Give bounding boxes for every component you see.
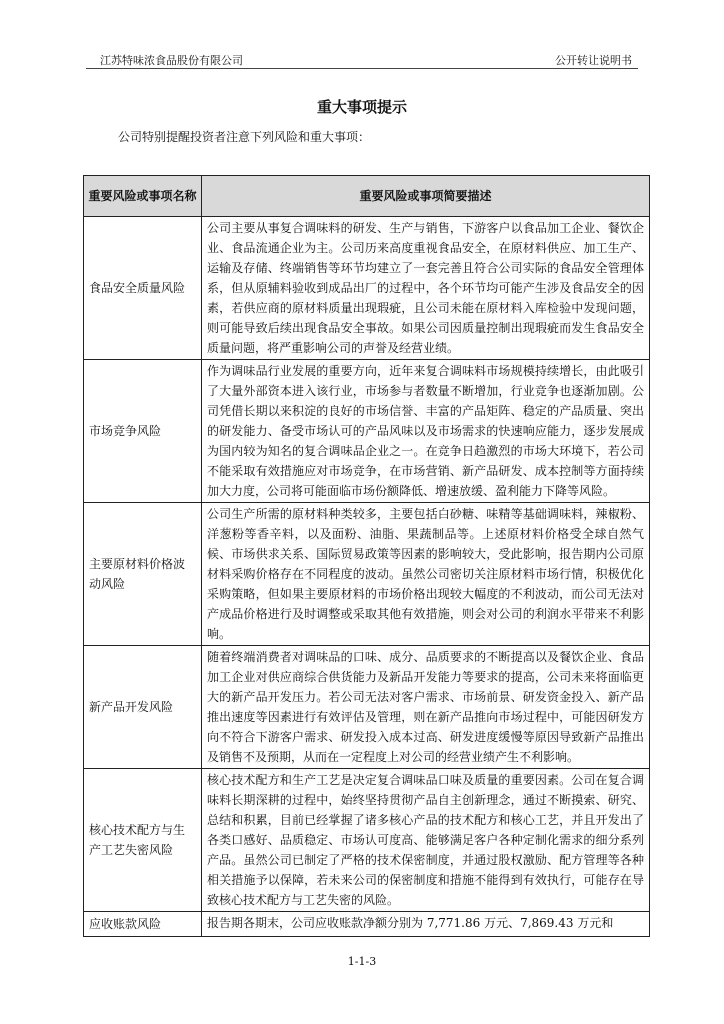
table-row <box>84 503 650 646</box>
risk-name: 新产品开发风险 <box>84 646 202 769</box>
table-row <box>84 360 650 503</box>
header-rule <box>86 68 638 69</box>
table-row <box>84 646 650 769</box>
col-header-desc: 重要风险或事项简要描述 <box>202 176 650 217</box>
page-number: 1-1-3 <box>347 955 377 968</box>
risk-desc: 随着终端消费者对调味品的口味、成分、品质要求的不断提高以及餐饮企业、食品加工企业对供应商综合供货能力及新品开发能力等要求的提高，公司未来将面临更大的新产品开发压力。若公司无法对客户需求、市场前景、研发资金投入、新产品推出速度等因素进行有效评估及管理，则在新产品推向市场过程中，可能因研发方向不符合下游客户需求、研发投入成本过高、研发进度缓慢等原因导致新产品推出及销售不及预期，从而在一定程度上对公司的经营业绩产生不利影响。 <box>202 646 650 769</box>
risk-name: 食品安全质量风险 <box>84 217 202 360</box>
risk-name: 主要原材料价格波动风险 <box>84 503 202 646</box>
risk-name: 应收账款风险 <box>84 912 202 937</box>
table-row <box>84 769 650 912</box>
risk-name: 核心技术配方与生产工艺失密风险 <box>84 769 202 912</box>
risk-desc: 公司主要从事复合调味料的研发、生产与销售，下游客户以食品加工企业、餐饮企业、食品流通企业为主。公司历来高度重视食品安全，在原材料供应、加工生产、运输及存储、终端销售等环节均建立了一套完善且符合公司实际的食品安全管理体系，但从原辅料验收到成品出厂的过程中，各个环节均可能产生涉及食品安全的因素，若供应商的原材料质量出现瑕疵，且公司未能在原材料入库检验中发现问题，则可能导致后续出现食品安全事故。如果公司因质量控制出现瑕疵而发生食品安全质量问题，将严重影响公司的声誉及经营业绩。 <box>202 217 650 360</box>
table-row <box>84 912 650 937</box>
risk-desc: 作为调味品行业发展的重要方向，近年来复合调味料市场规模持续增长，由此吸引了大量外部资本进入该行业，市场参与者数量不断增加，行业竞争也逐渐加剧。公司凭借长期以来积淀的良好的市场信誉、丰富的产品矩阵、稳定的产品质量、突出的研发能力、备受市场认可的产品风味以及市场需求的快速响应能力，逐步发展成为国内较为知名的复合调味品企业之一。在竞争日趋激烈的市场大环境下，若公司不能采取有效措施应对市场竞争，在市场营销、新产品研发、成本控制等方面持续加大力度，公司将可能面临市场份额降低、增速放缓、盈利能力下降等风险。 <box>202 360 650 503</box>
risk-table <box>83 175 650 937</box>
risk-desc: 核心技术配方和生产工艺是决定复合调味品口味及质量的重要因素。公司在复合调味料长期深耕的过程中，始终坚持贯彻产品自主创新理念，通过不断摸索、研究、总结和积累，目前已经掌握了诸多核心产品的技术配方和核心工艺，并且开发出了各类口感好、品质稳定、市场认可度高、能够满足客户各种定制化需求的细分系列产品。虽然公司已制定了严格的技术保密制度，并通过股权激励、配方管理等各种相关措施予以保障，若未来公司的保密制度和措施不能得到有效执行，可能存在导致核心技术配方与工艺失密的风险。 <box>202 769 650 912</box>
intro-text: 公司特别提醒投资者注意下列风险和重大事项： <box>118 130 371 144</box>
page-title: 重大事项提示 <box>316 98 407 116</box>
header-doc-type: 公开转让说明书 <box>555 54 632 67</box>
risk-desc: 公司生产所需的原材料种类较多，主要包括白砂糖、味精等基础调味料，辣椒粉、洋葱粉等香辛料，以及面粉、油脂、果蔬制品等。上述原材料价格受全球自然气候、市场供求关系、国际贸易政策等因素的影响较大，受此影响，报告期内公司原材料采购价格存在不同程度的波动。虽然公司密切关注原材料市场行情，积极优化采购策略，但如果主要原材料的市场价格出现较大幅度的不利波动，而公司无法对产成品价格进行及时调整或采取其他有效措施，则会对公司的利润水平带来不利影响。 <box>202 503 650 646</box>
col-header-name: 重要风险或事项名称 <box>84 176 202 217</box>
risk-desc: 报告期各期末，公司应收账款净额分别为 7,771.86 万元、7,869.43 万元和 <box>202 912 650 937</box>
table-row <box>84 217 650 360</box>
header-company: 江苏特味浓食品股份有限公司 <box>100 54 243 67</box>
risk-name: 市场竞争风险 <box>84 360 202 503</box>
table-header-row <box>84 176 650 217</box>
